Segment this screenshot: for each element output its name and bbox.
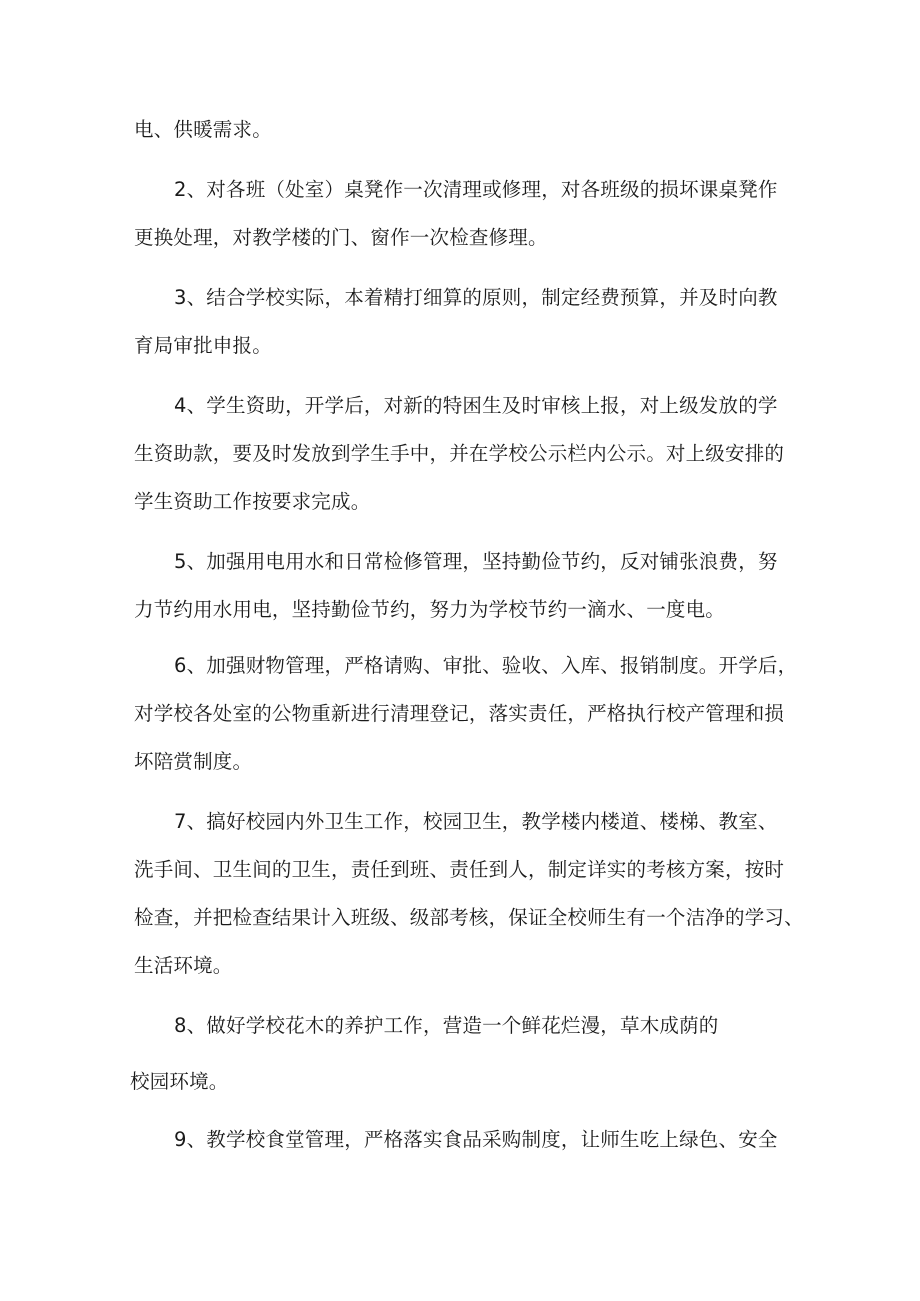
paragraph-6-line-2: 对学校各处室的公物重新进行清理登记，落实责任，严格执行校产管理和损 — [134, 702, 785, 725]
paragraph-3-line-1: 3、结合学校实际，本着精打细算的原则，制定经费预算，并及时向教 — [174, 286, 778, 309]
paragraph-7-line-3: 检查，并把检查结果计入班级、级部考核，保证全校师生有一个洁净的学习、 — [134, 906, 804, 929]
paragraph-7-line-2: 洗手间、卫生间的卫生，责任到班、责任到人，制定详实的考核方案，按时 — [134, 858, 785, 881]
paragraph-7-line-1: 7、搞好校园内外卫生工作，校园卫生，教学楼内楼道、楼梯、教室、 — [174, 810, 778, 833]
paragraph-5-line-1: 5、加强用电用水和日常检修管理，坚持勤俭节约，反对铺张浪费，努 — [174, 550, 778, 573]
paragraph-1-tail: 电、供暖需求。 — [134, 118, 272, 141]
paragraph-5-line-2: 力节约用水用电，坚持勤俭节约，努力为学校节约一滴水、一度电。 — [134, 598, 726, 621]
paragraph-3-line-2: 育局审批申报。 — [134, 334, 272, 357]
paragraph-8-line-1: 8、做好学校花木的养护工作，营造一个鲜花烂漫，草木成荫的 — [174, 1014, 719, 1037]
paragraph-9-line-1: 9、教学校食堂管理，严格落实食品采购制度，让师生吃上绿色、安全 — [174, 1128, 778, 1151]
paragraph-8-line-2: 校园环境。 — [130, 1070, 229, 1093]
paragraph-4-line-3: 学生资助工作按要求完成。 — [134, 490, 371, 513]
paragraph-4-line-1: 4、学生资助，开学后，对新的特困生及时审核上报，对上级发放的学 — [174, 394, 778, 417]
paragraph-6-line-1: 6、加强财物管理，严格请购、审批、验收、入库、报销制度。开学后， — [174, 654, 798, 677]
paragraph-4-line-2: 生资助款，要及时发放到学生手中，并在学校公示栏内公示。对上级安排的 — [134, 442, 785, 465]
paragraph-2-line-1: 2、对各班（处室）桌凳作一次清理或修理，对各班级的损坏课桌凳作 — [174, 178, 778, 201]
paragraph-7-line-4: 生活环境。 — [134, 954, 233, 977]
paragraph-2-line-2: 更换处理，对教学楼的门、窗作一次检查修理。 — [134, 226, 548, 249]
paragraph-6-line-3: 坏陪赏制度。 — [134, 750, 253, 773]
